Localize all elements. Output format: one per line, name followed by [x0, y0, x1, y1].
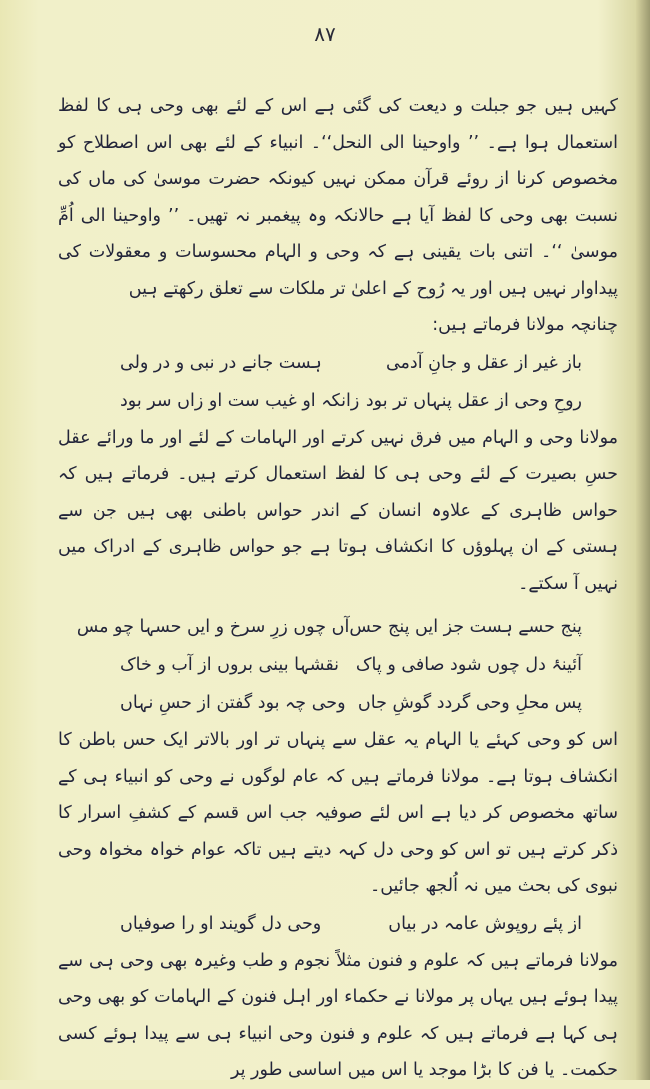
verse-couplet-5 — [58, 684, 618, 722]
verse-hemistich-right: باز غیر از عقل و جانِ آدمی — [385, 352, 582, 373]
paragraph-4: مولانا فرماتے ہیں کہ علوم و فنون مثلاً نجوم و طب وغیرہ بھی وحی ہی سے پیدا ہوئے ہیں یہاں پر مولانا نے حکماء اور اہل فنون کے الہامات کو بھی وحی ہی کہا ہے فرماتے ہیں کہ علوم و فنون وحی انبیاء ہی سے پیدا ہوئے کسی حکمت۔ یا فن کا بڑا موجد یا اس میں اساسی طور پر — [58, 950, 618, 1080]
verse-couplet-6 — [58, 905, 618, 943]
verse-hemistich-left: نقشہا بینی بروں از آب و خاک — [120, 655, 340, 675]
verse-hemistich-left: آں چوں زرِ سرخ و ایں حسہا چو مس — [76, 617, 350, 637]
verse-hemistich-left: ہست جانے در نبی و در ولی — [120, 352, 322, 373]
verse-couplet-1 — [58, 344, 618, 382]
verse-hemistich-left: وحی دل گویند او را صوفیاں — [120, 913, 322, 934]
verse-couplet-2 — [58, 382, 618, 420]
verse-hemistich-left: وحی چہ بود گفتن از حسِ نہاں — [120, 693, 346, 713]
verse-couplet-3 — [58, 608, 618, 646]
verse-hemistich-right: پس محلِ وحی گردد گوشِ جاں — [357, 693, 582, 713]
page-number: ٨٧ — [314, 22, 336, 46]
verse-hemistich-right: پنج حسے ہست جز ایں پنج حس — [349, 617, 582, 637]
paragraph-1: کہیں ہیں جو جبلت و دیعت کی گئی ہے اس کے لئے بھی وحی ہی کا لفظ استعمال ہوا ہے۔ ’’ واوحینا الی النحل‘‘۔ انبیاء کے لئے بھی اس اصطلاح کو مخصوص کرنا از روئے قرآن ممکن نہیں کیونکہ حضرت موسیٰ کی ماں کی نسبت بھی وحی کا لفظ آیا ہے حالانکہ وہ پیغمبر نہ تھیں۔ ’’ واوحینا الی اُمِّ موسیٰ ‘‘۔ اتنی بات یقینی ہے کہ وحی و الہام محسوسات و معقولات کی پیداوار نہیں ہیں اور یہ رُوح کے اعلیٰ تر ملکات سے تعلق رکھتے ہیں — [58, 96, 618, 299]
verse-hemistich-right: روحِ وحی از عقل پنہاں تر بود — [365, 390, 582, 411]
verse-hemistich-right: آئینۂ دل چوں شود صافی و پاک — [355, 655, 582, 675]
verse-hemistich-right: از پئے روپوش عامہ در بیاں — [388, 913, 582, 934]
paragraph-3: اس کو وحی کہئے یا الہام یہ عقل سے پنہاں تر اور بالاتر ایک حس باطن کا انکشاف ہوتا ہے۔ مولانا فرماتے ہیں کہ عام لوگوں نے وحی کو انبیاء ہی کے ساتھ مخصوص کر دیا ہے اس لئے صوفیہ جب اس قسم کے کشفِ اسرار کا ذکر کرتے ہیں تو اس کو وحی دل کہہ دیتے ہیں تاکہ عوام خواہ مخواہ وحی نبوی کی بحث میں نہ اُلجھ جائیں۔ — [58, 730, 618, 896]
verse-hemistich-left: زانکہ او غیب ست او زاں سر بود — [120, 390, 360, 411]
page-body — [58, 88, 618, 1089]
page-spine-shadow — [636, 0, 650, 1080]
verse-couplet-4 — [58, 646, 618, 684]
paragraph-2: مولانا وحی و الہام میں فرق نہیں کرتے اور الہامات کے لئے اور ما ورائے عقل حسِ بصیرت کے لئے وحی ہی کا لفظ استعمال کرتے ہیں۔ فرماتے ہیں کہ حواس ظاہری کے علاوہ انسان کے اندر حواس باطنی بھی ہیں جن سے ہستی کے ان پہلوؤں کا انکشاف ہوتا ہے جو حواس ظاہری کے ادراک میں نہیں آ سکتے۔ — [58, 427, 618, 594]
verse-intro: چنانچہ مولانا فرماتے ہیں: — [432, 315, 618, 335]
